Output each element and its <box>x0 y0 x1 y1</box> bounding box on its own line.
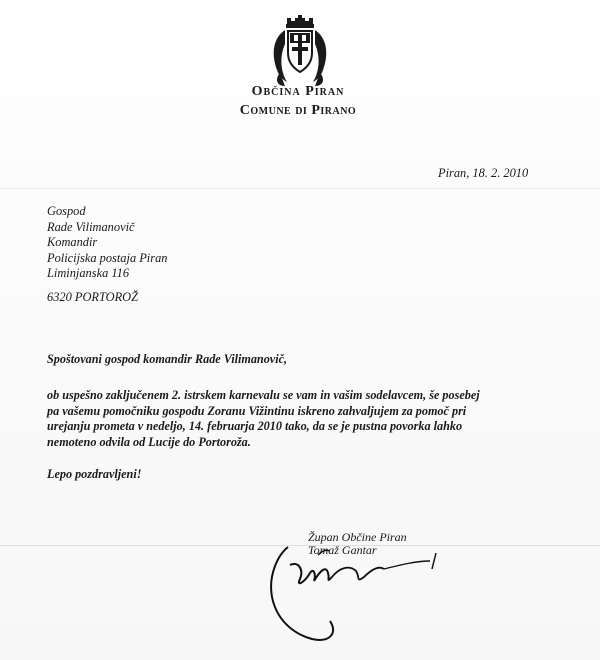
handwritten-signature <box>260 525 470 650</box>
letter-body <box>47 388 480 450</box>
salutation: Spoštovani gospod komandir Rade Vilimanovič, <box>47 352 288 366</box>
recipient-address <box>47 204 167 282</box>
recipient-line: Komandir <box>47 235 98 250</box>
paper-fold <box>0 188 600 189</box>
coat-of-arms-icon <box>265 14 335 88</box>
body-line: urejanju prometa v nedeljo, 14. februarja 2010 tako, da se je pustna povorka lahko <box>47 419 463 434</box>
recipient-postal: 6320 PORTOROŽ <box>47 290 138 304</box>
recipient-line: Rade Vilimanovič <box>47 219 135 234</box>
recipient-line: Liminjanska 116 <box>47 266 130 281</box>
letter-date: Piran, 18. 2. 2010 <box>438 166 529 180</box>
recipient-line: Gospod <box>47 204 86 218</box>
org-name-line2 <box>0 103 598 119</box>
signatory-name: Tomaž Gantar <box>308 543 377 557</box>
recipient-line: Policijska postaja Piran <box>47 250 168 265</box>
org-name-text: Občina Piran <box>251 84 345 99</box>
body-line: nemoteno odvila od Lucije do Portoroža. <box>47 434 251 449</box>
body-line: ob uspešno zaključenem 2. istrskem karnevalu se vam in vašim sodelavcem, še posebej <box>47 388 480 402</box>
org-name-text-italian: Comune di Pirano <box>239 103 357 118</box>
org-name-line1 <box>0 84 598 100</box>
closing: Lepo pozdravljeni! <box>47 467 142 481</box>
body-line: pa vašemu pomočniku gospodu Zoranu Vižintinu iskreno zahvaljujem za pomoč pri <box>47 403 467 418</box>
signatory-title: Župan Občine Piran <box>308 530 407 544</box>
